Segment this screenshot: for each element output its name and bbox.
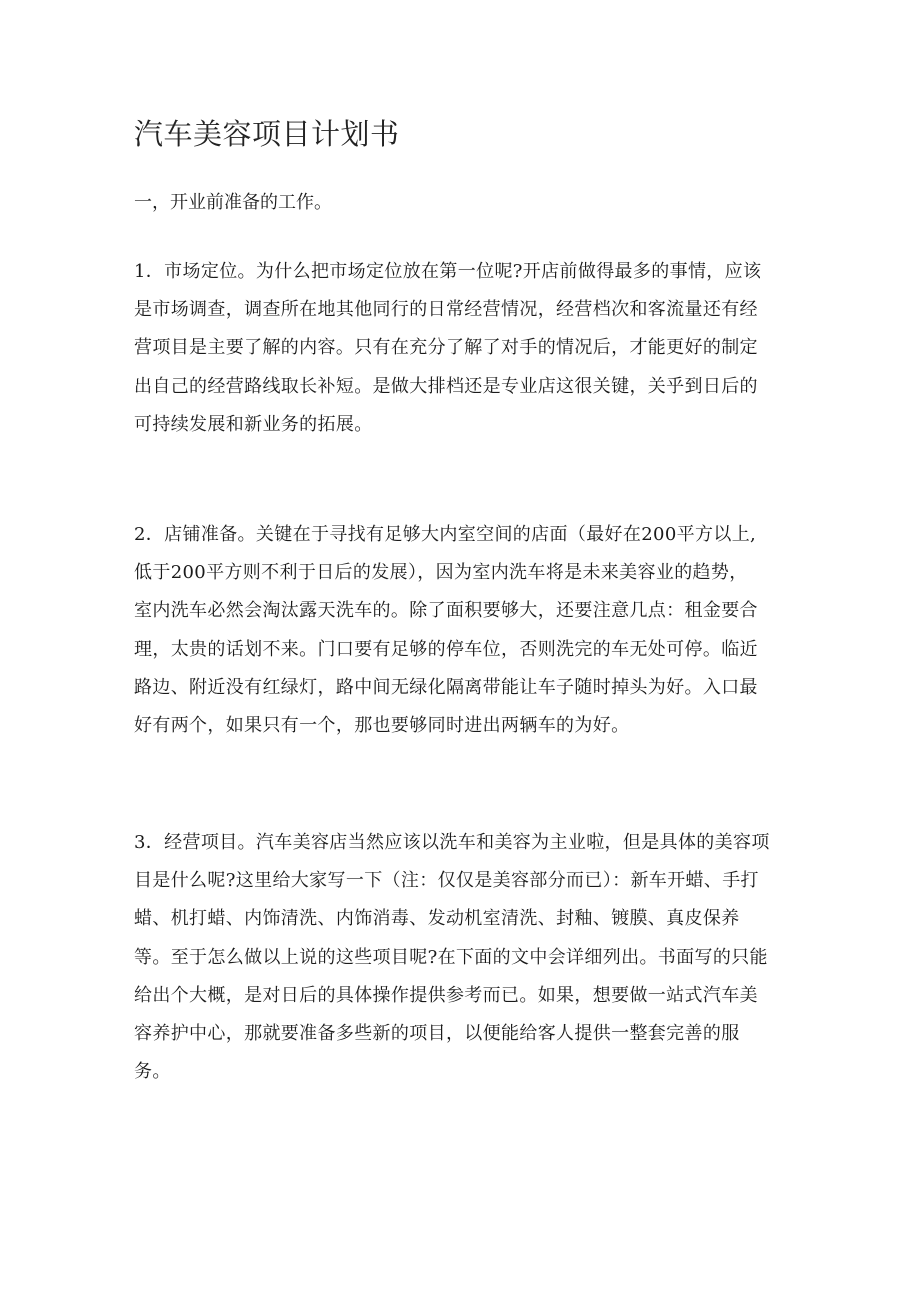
paragraph-line: 务。 — [134, 1061, 171, 1083]
paragraph-line: 路边、附近没有红绿灯，路中间无绿化隔离带能让车子随时掉头为好。入口最 — [134, 676, 758, 698]
paragraph-business-items — [134, 824, 770, 1091]
document-title: 汽车美容项目计划书 — [134, 117, 400, 151]
paragraph-line: 室内洗车必然会淘汰露天洗车的。除了面积要够大，还要注意几点：租金要合 — [134, 600, 758, 622]
paragraph-line: 蜡、机打蜡、内饰清洗、内饰消毒、发动机室清洗、封釉、镀膜、真皮保养 — [134, 908, 740, 930]
paragraph-line: 理，太贵的话划不来。门口要有足够的停车位，否则洗完的车无处可停。临近 — [134, 638, 758, 660]
paragraph-line: 营项目是主要了解的内容。只有在充分了解了对手的情况后，才能更好的制定 — [134, 337, 758, 359]
paragraph-line: 出自己的经营路线取长补短。是做大排档还是专业店这很关键，关乎到日后的 — [134, 375, 758, 397]
paragraph-store-preparation — [134, 516, 758, 745]
paragraph-line: 容养护中心，那就要准备多些新的项目，以便能给客人提供一整套完善的服 — [134, 1022, 740, 1044]
paragraph-line: 是市场调查，调查所在地其他同行的日常经营情况，经营档次和客流量还有经 — [134, 299, 758, 321]
paragraph-line: 好有两个，如果只有一个，那也要够同时进出两辆车的为好。 — [134, 714, 630, 736]
paragraph-line: 可持续发展和新业务的拓展。 — [134, 413, 373, 435]
paragraph-line: 给出个大概，是对日后的具体操作提供参考而已。如果，想要做一站式汽车美 — [134, 984, 758, 1006]
paragraph-line: 1．市场定位。为什么把市场定位放在第一位呢?开店前做得最多的事情，应该 — [134, 261, 762, 282]
paragraph-line: 低于200平方则不利于日后的发展），因为室内洗车将是未来美容业的趋势， — [134, 562, 748, 584]
paragraph-line: 目是什么呢?这里给大家写一下（注：仅仅是美容部分而已）：新车开蜡、手打 — [134, 870, 759, 892]
paragraph-line: 2．店铺准备。关键在于寻找有足够大内室空间的店面（最好在200平方以上, — [134, 524, 757, 545]
paragraph-line: 3．经营项目。汽车美容店当然应该以洗车和美容为主业啦，但是具体的美容项 — [134, 832, 770, 853]
section-heading: 一，开业前准备的工作。 — [134, 192, 332, 213]
paragraph-market-positioning — [134, 253, 761, 444]
paragraph-line: 等。至于怎么做以上说的这些项目呢?在下面的文中会详细列出。书面写的只能 — [134, 946, 768, 968]
